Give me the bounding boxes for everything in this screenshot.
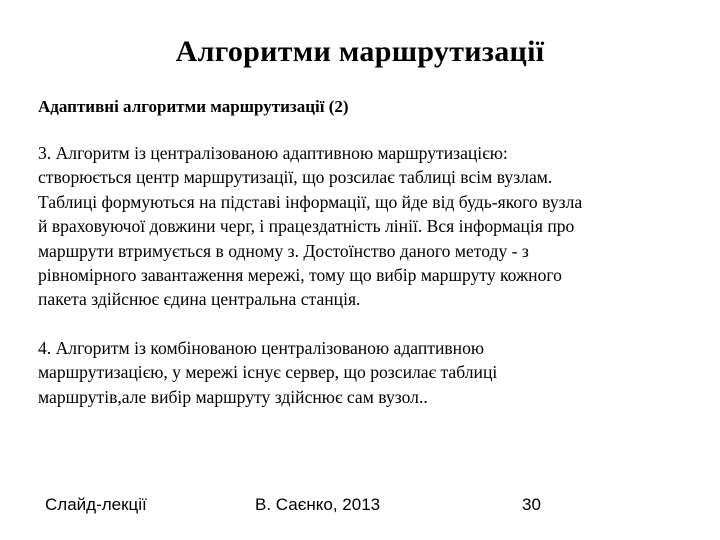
paragraph-line: маршрутизацією, у мережі існує сервер, що розсилає таблиці	[38, 362, 498, 383]
paragraph-line: створюється центр маршрутизації, що розсилає таблиці всім вузлам.	[38, 167, 553, 188]
footer-page-number: 30	[522, 495, 541, 514]
paragraph-line: пакета здійснює єдина центральна станція.	[38, 289, 361, 310]
paragraph-centralized-routing	[38, 141, 680, 312]
paragraph-line: 3. Алгоритм із централізованою адаптивною маршрутизацією:	[38, 143, 508, 163]
footer-author: В. Саєнко, 2013	[255, 495, 381, 514]
paragraph-line: маршрутів,але вибір маршруту здійснює сам вузол..	[38, 386, 428, 407]
footer-course-label: Слайд-лекції	[45, 495, 147, 514]
paragraph-line: 4. Алгоритм із комбінованою централізованою адаптивною	[38, 338, 485, 358]
paragraph-line: й враховуючої довжини черг, і працездатність лінії. Вся інформація про	[38, 216, 575, 237]
slide-title: Алгоритми маршрутизації	[175, 35, 545, 68]
paragraph-line: Таблиці формуються на підставі інформації, що йде від будь-якого вузла	[38, 191, 583, 212]
slide-subtitle: Адаптивні алгоритми маршрутизації (2)	[38, 97, 349, 116]
paragraph-line: маршрути втримується в одному з. Достоїнство даного методу - з	[38, 240, 529, 261]
paragraph-line: рівномірного завантаження мережі, тому що вибір маршруту кожного	[38, 265, 562, 286]
paragraph-combined-routing	[38, 336, 680, 409]
